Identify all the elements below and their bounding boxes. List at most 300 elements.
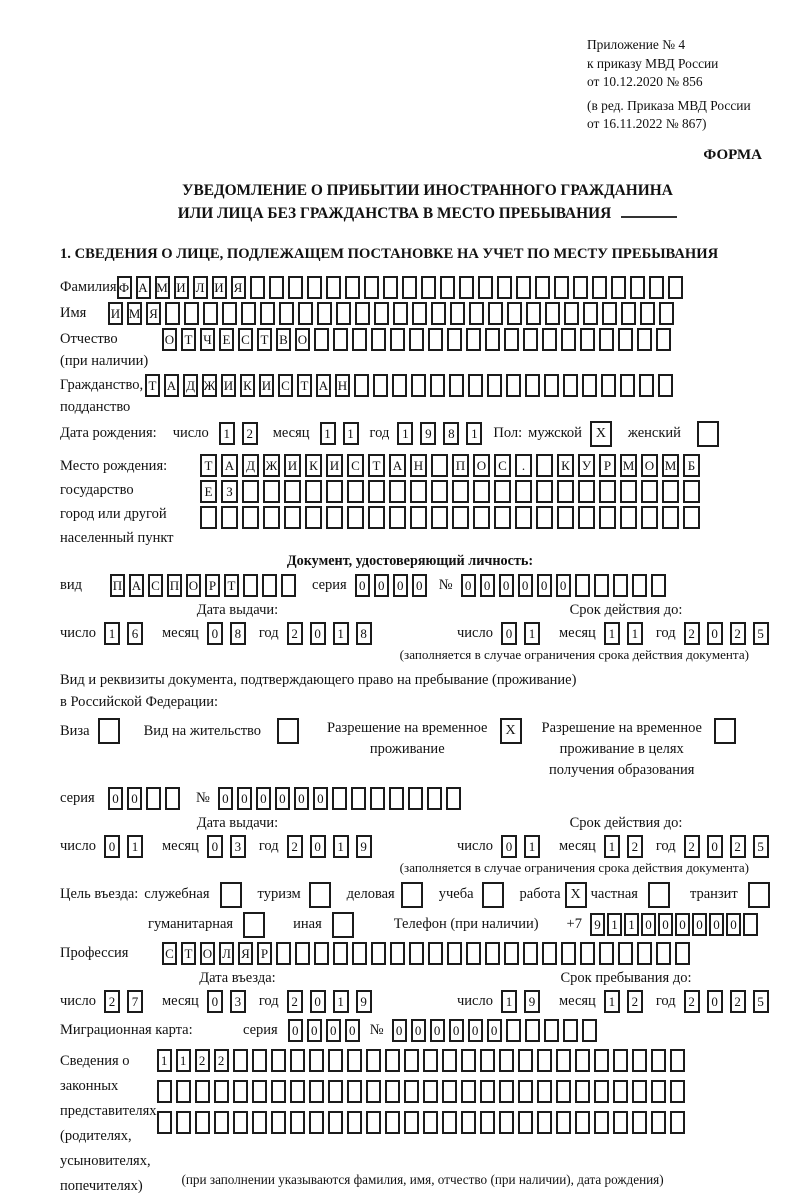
char-cell[interactable] [602, 302, 617, 325]
char-cell[interactable]: Н [335, 374, 350, 397]
char-cell[interactable] [250, 276, 265, 299]
char-cell[interactable] [252, 1111, 267, 1134]
char-cell[interactable] [537, 1080, 552, 1103]
char-cell[interactable]: У [578, 454, 595, 477]
char-cell[interactable] [621, 302, 636, 325]
char-cell[interactable]: 3 [230, 835, 246, 858]
char-cell[interactable]: 0 [537, 574, 552, 597]
char-cell[interactable] [632, 574, 647, 597]
char-cell[interactable] [165, 787, 180, 810]
char-cell[interactable] [345, 276, 360, 299]
char-cell[interactable] [242, 506, 259, 529]
char-cell[interactable] [328, 1111, 343, 1134]
char-cell[interactable]: С [148, 574, 163, 597]
char-cell[interactable] [392, 374, 407, 397]
char-cell[interactable]: 9 [420, 422, 436, 445]
char-cell[interactable] [385, 1080, 400, 1103]
char-cell[interactable] [442, 1080, 457, 1103]
char-cell[interactable] [351, 787, 366, 810]
char-cell[interactable]: Ф [117, 276, 132, 299]
char-cell[interactable]: 5 [753, 835, 769, 858]
char-cell[interactable] [423, 1049, 438, 1072]
char-cell[interactable] [404, 1111, 419, 1134]
char-cell[interactable] [575, 1049, 590, 1072]
char-cell[interactable]: 0 [275, 787, 290, 810]
char-cell[interactable]: 2 [195, 1049, 210, 1072]
char-cell[interactable] [578, 506, 595, 529]
char-cell[interactable]: Т [145, 374, 160, 397]
char-cell[interactable] [243, 574, 258, 597]
char-cell[interactable] [488, 302, 503, 325]
char-cell[interactable] [611, 276, 626, 299]
char-cell[interactable]: С [494, 454, 511, 477]
char-cell[interactable] [556, 1080, 571, 1103]
char-cell[interactable] [536, 454, 553, 477]
char-cell[interactable]: 0 [393, 574, 408, 597]
char-cell[interactable]: 0 [449, 1019, 464, 1042]
char-cell[interactable] [271, 1049, 286, 1072]
char-cell[interactable] [276, 942, 291, 965]
char-cell[interactable] [389, 506, 406, 529]
char-cell[interactable]: . [515, 454, 532, 477]
char-cell[interactable] [336, 302, 351, 325]
char-cell[interactable] [480, 1080, 495, 1103]
char-cell[interactable]: 0 [501, 622, 517, 645]
char-cell[interactable]: 1 [104, 622, 120, 645]
char-cell[interactable]: 2 [684, 990, 700, 1013]
char-cell[interactable]: И [212, 276, 227, 299]
char-cell[interactable] [290, 1080, 305, 1103]
char-cell[interactable] [390, 942, 405, 965]
char-cell[interactable] [523, 328, 538, 351]
char-cell[interactable] [542, 942, 557, 965]
char-cell[interactable]: 0 [313, 787, 328, 810]
char-cell[interactable] [431, 302, 446, 325]
char-cell[interactable] [580, 942, 595, 965]
char-cell[interactable] [176, 1111, 191, 1134]
char-cell[interactable] [507, 302, 522, 325]
char-cell[interactable] [408, 787, 423, 810]
char-cell[interactable] [288, 276, 303, 299]
char-cell[interactable]: 0 [355, 574, 370, 597]
char-cell[interactable]: 0 [468, 1019, 483, 1042]
char-cell[interactable]: Т [181, 942, 196, 965]
char-cell[interactable]: А [221, 454, 238, 477]
char-cell[interactable]: 1 [343, 422, 359, 445]
char-cell[interactable] [656, 328, 671, 351]
char-cell[interactable] [536, 480, 553, 503]
char-cell[interactable] [347, 1080, 362, 1103]
purpose-other-checkbox[interactable] [332, 912, 354, 938]
char-cell[interactable]: 9 [524, 990, 540, 1013]
char-cell[interactable] [632, 1111, 647, 1134]
char-cell[interactable] [385, 1111, 400, 1134]
char-cell[interactable]: 9 [590, 913, 605, 936]
char-cell[interactable] [485, 942, 500, 965]
char-cell[interactable]: М [662, 454, 679, 477]
char-cell[interactable]: 8 [356, 622, 372, 645]
char-cell[interactable] [563, 1019, 578, 1042]
char-cell[interactable] [613, 574, 628, 597]
char-cell[interactable] [221, 506, 238, 529]
char-cell[interactable] [263, 480, 280, 503]
char-cell[interactable]: 1 [604, 835, 620, 858]
char-cell[interactable] [515, 480, 532, 503]
char-cell[interactable]: О [295, 328, 310, 351]
char-cell[interactable] [431, 454, 448, 477]
char-cell[interactable] [554, 276, 569, 299]
char-cell[interactable]: 2 [684, 622, 700, 645]
char-cell[interactable] [670, 1049, 685, 1072]
char-cell[interactable]: 2 [287, 622, 303, 645]
char-cell[interactable] [442, 1111, 457, 1134]
char-cell[interactable] [668, 276, 683, 299]
char-cell[interactable] [402, 276, 417, 299]
char-cell[interactable] [578, 480, 595, 503]
purpose-tourism-checkbox[interactable] [309, 882, 331, 908]
char-cell[interactable] [536, 506, 553, 529]
char-cell[interactable] [354, 374, 369, 397]
char-cell[interactable] [466, 942, 481, 965]
char-cell[interactable]: Ч [200, 328, 215, 351]
char-cell[interactable] [332, 787, 347, 810]
char-cell[interactable]: 6 [127, 622, 143, 645]
char-cell[interactable] [632, 1049, 647, 1072]
char-cell[interactable]: К [240, 374, 255, 397]
char-cell[interactable] [383, 276, 398, 299]
char-cell[interactable] [641, 506, 658, 529]
char-cell[interactable]: Р [599, 454, 616, 477]
char-cell[interactable]: 9 [356, 990, 372, 1013]
residence-permit-checkbox[interactable] [277, 718, 299, 744]
char-cell[interactable]: 1 [127, 835, 143, 858]
char-cell[interactable]: И [221, 374, 236, 397]
char-cell[interactable]: 1 [501, 990, 517, 1013]
char-cell[interactable] [370, 787, 385, 810]
char-cell[interactable]: 2 [287, 835, 303, 858]
char-cell[interactable]: 0 [310, 835, 326, 858]
char-cell[interactable] [146, 787, 161, 810]
char-cell[interactable] [641, 480, 658, 503]
char-cell[interactable] [494, 506, 511, 529]
char-cell[interactable]: 0 [326, 1019, 341, 1042]
char-cell[interactable] [298, 302, 313, 325]
char-cell[interactable] [305, 506, 322, 529]
char-cell[interactable] [366, 1111, 381, 1134]
char-cell[interactable] [364, 276, 379, 299]
char-cell[interactable]: 0 [310, 990, 326, 1013]
char-cell[interactable]: И [284, 454, 301, 477]
char-cell[interactable] [263, 506, 280, 529]
char-cell[interactable]: 0 [709, 913, 724, 936]
char-cell[interactable] [200, 506, 217, 529]
char-cell[interactable] [421, 276, 436, 299]
char-cell[interactable] [523, 942, 538, 965]
char-cell[interactable]: Я [238, 942, 253, 965]
char-cell[interactable] [583, 302, 598, 325]
char-cell[interactable] [620, 374, 635, 397]
char-cell[interactable]: О [200, 942, 215, 965]
char-cell[interactable]: 0 [707, 622, 723, 645]
char-cell[interactable]: Т [368, 454, 385, 477]
char-cell[interactable] [309, 1111, 324, 1134]
char-cell[interactable] [461, 1111, 476, 1134]
char-cell[interactable]: А [389, 454, 406, 477]
char-cell[interactable] [506, 374, 521, 397]
char-cell[interactable] [683, 480, 700, 503]
char-cell[interactable]: 0 [374, 574, 389, 597]
char-cell[interactable] [556, 1049, 571, 1072]
char-cell[interactable]: 1 [466, 422, 482, 445]
char-cell[interactable] [326, 506, 343, 529]
char-cell[interactable] [613, 1049, 628, 1072]
char-cell[interactable] [389, 787, 404, 810]
char-cell[interactable] [561, 942, 576, 965]
char-cell[interactable] [347, 506, 364, 529]
char-cell[interactable] [222, 302, 237, 325]
char-cell[interactable] [317, 302, 332, 325]
char-cell[interactable] [504, 328, 519, 351]
char-cell[interactable] [423, 1111, 438, 1134]
char-cell[interactable] [580, 328, 595, 351]
char-cell[interactable] [525, 1019, 540, 1042]
char-cell[interactable] [242, 480, 259, 503]
temp-residence-checkbox[interactable]: X [500, 718, 522, 744]
char-cell[interactable]: 2 [287, 990, 303, 1013]
char-cell[interactable]: 0 [127, 787, 142, 810]
char-cell[interactable] [269, 276, 284, 299]
char-cell[interactable] [428, 328, 443, 351]
char-cell[interactable]: 0 [707, 990, 723, 1013]
char-cell[interactable]: М [620, 454, 637, 477]
char-cell[interactable] [537, 1111, 552, 1134]
char-cell[interactable] [613, 1080, 628, 1103]
char-cell[interactable]: 0 [411, 1019, 426, 1042]
char-cell[interactable] [561, 328, 576, 351]
char-cell[interactable]: Т [181, 328, 196, 351]
char-cell[interactable]: П [452, 454, 469, 477]
char-cell[interactable] [639, 374, 654, 397]
char-cell[interactable] [651, 574, 666, 597]
char-cell[interactable]: А [316, 374, 331, 397]
char-cell[interactable] [347, 1111, 362, 1134]
char-cell[interactable] [347, 480, 364, 503]
char-cell[interactable] [184, 302, 199, 325]
char-cell[interactable] [271, 1080, 286, 1103]
char-cell[interactable]: К [557, 454, 574, 477]
visa-checkbox[interactable] [98, 718, 120, 744]
char-cell[interactable]: О [186, 574, 201, 597]
char-cell[interactable] [428, 942, 443, 965]
purpose-business-checkbox[interactable] [401, 882, 423, 908]
char-cell[interactable]: 1 [219, 422, 235, 445]
char-cell[interactable]: 8 [230, 622, 246, 645]
char-cell[interactable] [333, 942, 348, 965]
char-cell[interactable]: 1 [524, 622, 540, 645]
char-cell[interactable]: 1 [333, 835, 349, 858]
char-cell[interactable]: Я [146, 302, 161, 325]
char-cell[interactable] [469, 302, 484, 325]
char-cell[interactable]: 0 [288, 1019, 303, 1042]
char-cell[interactable] [599, 480, 616, 503]
char-cell[interactable] [314, 942, 329, 965]
char-cell[interactable] [214, 1111, 229, 1134]
char-cell[interactable]: 1 [627, 622, 643, 645]
char-cell[interactable]: 0 [104, 835, 120, 858]
char-cell[interactable] [675, 942, 690, 965]
char-cell[interactable] [241, 302, 256, 325]
char-cell[interactable] [649, 276, 664, 299]
char-cell[interactable] [637, 328, 652, 351]
char-cell[interactable] [473, 480, 490, 503]
char-cell[interactable] [563, 374, 578, 397]
char-cell[interactable] [385, 1049, 400, 1072]
char-cell[interactable]: Ж [263, 454, 280, 477]
char-cell[interactable] [506, 1019, 521, 1042]
char-cell[interactable]: 0 [430, 1019, 445, 1042]
purpose-study-checkbox[interactable] [482, 882, 504, 908]
char-cell[interactable] [494, 480, 511, 503]
char-cell[interactable] [535, 276, 550, 299]
char-cell[interactable]: 1 [524, 835, 540, 858]
char-cell[interactable] [195, 1080, 210, 1103]
char-cell[interactable] [518, 1111, 533, 1134]
char-cell[interactable] [599, 942, 614, 965]
char-cell[interactable] [592, 276, 607, 299]
char-cell[interactable] [371, 328, 386, 351]
char-cell[interactable]: Л [193, 276, 208, 299]
char-cell[interactable]: Т [200, 454, 217, 477]
char-cell[interactable]: 7 [127, 990, 143, 1013]
char-cell[interactable] [515, 506, 532, 529]
char-cell[interactable] [355, 302, 370, 325]
purpose-transit-checkbox[interactable] [748, 882, 770, 908]
char-cell[interactable]: 1 [333, 622, 349, 645]
char-cell[interactable] [599, 506, 616, 529]
char-cell[interactable] [651, 1111, 666, 1134]
char-cell[interactable]: 1 [157, 1049, 172, 1072]
char-cell[interactable]: А [136, 276, 151, 299]
char-cell[interactable]: 0 [412, 574, 427, 597]
char-cell[interactable] [440, 276, 455, 299]
char-cell[interactable]: Т [297, 374, 312, 397]
char-cell[interactable]: 0 [675, 913, 690, 936]
char-cell[interactable] [461, 1080, 476, 1103]
char-cell[interactable] [404, 1080, 419, 1103]
char-cell[interactable]: 2 [627, 835, 643, 858]
char-cell[interactable]: 5 [753, 622, 769, 645]
char-cell[interactable]: 1 [333, 990, 349, 1013]
purpose-private-checkbox[interactable] [648, 882, 670, 908]
char-cell[interactable] [613, 1111, 628, 1134]
char-cell[interactable]: А [129, 574, 144, 597]
char-cell[interactable] [525, 374, 540, 397]
char-cell[interactable] [347, 1049, 362, 1072]
char-cell[interactable] [618, 328, 633, 351]
char-cell[interactable] [620, 480, 637, 503]
char-cell[interactable]: Е [200, 480, 217, 503]
char-cell[interactable] [459, 276, 474, 299]
purpose-humanitarian-checkbox[interactable] [243, 912, 265, 938]
char-cell[interactable]: 2 [627, 990, 643, 1013]
char-cell[interactable] [480, 1111, 495, 1134]
char-cell[interactable]: 1 [607, 913, 622, 936]
char-cell[interactable]: 5 [753, 990, 769, 1013]
char-cell[interactable] [480, 1049, 495, 1072]
char-cell[interactable] [582, 1019, 597, 1042]
char-cell[interactable]: Р [257, 942, 272, 965]
char-cell[interactable] [203, 302, 218, 325]
char-cell[interactable] [466, 328, 481, 351]
char-cell[interactable]: 0 [256, 787, 271, 810]
char-cell[interactable] [373, 374, 388, 397]
char-cell[interactable]: О [162, 328, 177, 351]
char-cell[interactable] [427, 787, 442, 810]
char-cell[interactable] [556, 1111, 571, 1134]
char-cell[interactable] [281, 574, 296, 597]
char-cell[interactable] [271, 1111, 286, 1134]
char-cell[interactable]: Н [410, 454, 427, 477]
char-cell[interactable] [374, 302, 389, 325]
char-cell[interactable] [662, 480, 679, 503]
char-cell[interactable] [410, 480, 427, 503]
char-cell[interactable] [328, 1080, 343, 1103]
char-cell[interactable] [594, 1080, 609, 1103]
char-cell[interactable]: 8 [443, 422, 459, 445]
char-cell[interactable] [371, 942, 386, 965]
char-cell[interactable] [284, 480, 301, 503]
sex-male-checkbox[interactable]: X [590, 421, 612, 447]
char-cell[interactable] [412, 302, 427, 325]
purpose-official-checkbox[interactable] [220, 882, 242, 908]
char-cell[interactable] [640, 302, 655, 325]
char-cell[interactable]: 0 [726, 913, 741, 936]
char-cell[interactable] [431, 506, 448, 529]
char-cell[interactable] [157, 1080, 172, 1103]
char-cell[interactable] [630, 276, 645, 299]
char-cell[interactable] [252, 1049, 267, 1072]
purpose-work-checkbox[interactable]: X [565, 882, 587, 908]
char-cell[interactable]: 0 [207, 990, 223, 1013]
char-cell[interactable]: 1 [320, 422, 336, 445]
char-cell[interactable] [449, 374, 464, 397]
char-cell[interactable]: З [221, 480, 238, 503]
char-cell[interactable] [393, 302, 408, 325]
char-cell[interactable] [260, 302, 275, 325]
char-cell[interactable] [328, 1049, 343, 1072]
char-cell[interactable] [368, 506, 385, 529]
char-cell[interactable]: 1 [397, 422, 413, 445]
char-cell[interactable]: 0 [480, 574, 495, 597]
char-cell[interactable] [452, 506, 469, 529]
char-cell[interactable]: 3 [230, 990, 246, 1013]
char-cell[interactable]: 2 [242, 422, 258, 445]
char-cell[interactable] [545, 302, 560, 325]
char-cell[interactable] [637, 942, 652, 965]
char-cell[interactable]: 0 [207, 835, 223, 858]
char-cell[interactable]: 0 [345, 1019, 360, 1042]
char-cell[interactable] [557, 480, 574, 503]
char-cell[interactable] [620, 506, 637, 529]
char-cell[interactable] [176, 1080, 191, 1103]
char-cell[interactable] [575, 1111, 590, 1134]
char-cell[interactable]: Р [205, 574, 220, 597]
char-cell[interactable] [409, 328, 424, 351]
char-cell[interactable]: 0 [499, 574, 514, 597]
char-cell[interactable]: М [127, 302, 142, 325]
char-cell[interactable] [544, 1019, 559, 1042]
char-cell[interactable] [442, 1049, 457, 1072]
